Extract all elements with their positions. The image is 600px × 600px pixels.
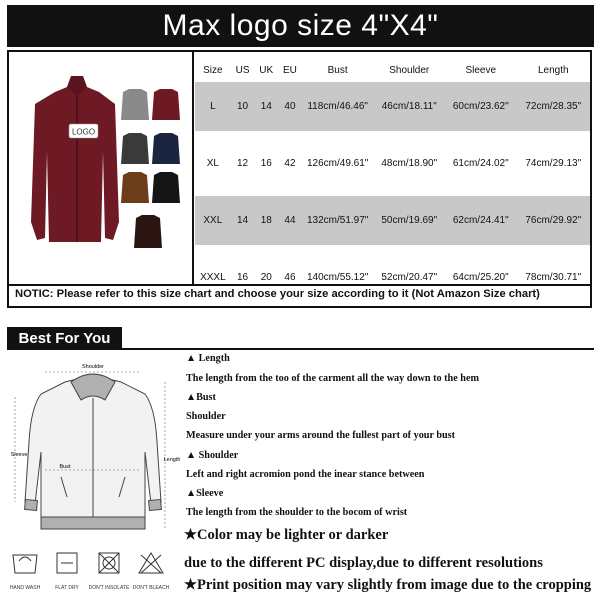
table-cell: XXL	[195, 196, 231, 245]
table-cell: 16	[260, 158, 272, 169]
col-header: Sleeve	[465, 64, 497, 76]
diagram-shoulder-label: Shoulder	[81, 364, 105, 370]
no-bleach-label: DON'T BLEACH	[132, 585, 170, 591]
table-cell: 14	[231, 196, 255, 245]
length-desc: The length from the too of the carment all the way down to the hem	[186, 373, 479, 384]
table-cell: 72cm/28.35"	[517, 82, 591, 131]
note-print: ★Print position may vary slightly from image due to the cropping	[184, 577, 592, 593]
jacket-photos	[9, 52, 191, 284]
shoulder-word: Shoulder	[186, 411, 226, 422]
col-header: US	[235, 64, 250, 76]
col-header: EU	[283, 64, 297, 76]
table-cell: 48cm/18.90"	[381, 158, 438, 169]
diagram-sleeve-label: Sleeve	[10, 452, 28, 458]
length-title: ▲ Length	[186, 353, 230, 364]
table-cell: 44	[278, 196, 302, 245]
divider	[192, 52, 194, 286]
table-cell: 20	[260, 272, 272, 283]
banner-title: Max logo size 4"X4"	[162, 9, 439, 42]
no-insolate-label: DON'T INSOLATE	[88, 585, 130, 591]
table-cell: 61cm/24.02"	[452, 158, 509, 169]
col-header: Bust	[327, 64, 348, 76]
note-display: due to the different PC display,due to different resolutions	[184, 555, 543, 571]
size-table	[195, 58, 590, 302]
shoulder-desc: Left and right acromion pond the inear stance between	[186, 469, 425, 480]
table-cell: L	[195, 82, 231, 131]
table-cell: 46	[284, 272, 296, 283]
table-cell: 52cm/20.47"	[381, 272, 438, 283]
table-cell: 140cm/55.12"	[306, 272, 369, 283]
table-cell: 74cm/29.13"	[525, 158, 582, 169]
table-cell: 126cm/49.61"	[306, 158, 369, 169]
table-cell: 10	[231, 82, 255, 131]
diagram-length-label: Length	[163, 457, 181, 463]
table-header-row	[195, 58, 590, 82]
bust-title: ▲Bust	[186, 392, 216, 403]
no-bleach-icon	[139, 553, 163, 573]
sleeve-desc: The length from the shoulder to the bocom of wrist	[186, 507, 408, 518]
col-header: Shoulder	[389, 64, 430, 76]
flat-dry-label: FLAT DRY	[55, 585, 79, 591]
main-jacket-image	[31, 76, 119, 242]
bust-desc: Measure under your arms around the fullest part of your bust	[186, 430, 456, 441]
col-header: Length	[537, 64, 569, 76]
col-header: UK	[259, 64, 274, 76]
care-icons	[5, 545, 185, 595]
table-cell: 46cm/18.11"	[374, 82, 446, 131]
banner	[7, 5, 594, 47]
notice-text: NOTIC: Please refer to this size chart and choose your size according to it (Not Amazon Size chart)	[15, 288, 540, 300]
best-title: Best For You	[18, 329, 111, 347]
col-header: Size	[203, 64, 223, 76]
divider	[9, 284, 590, 286]
measurement-diagram	[5, 352, 185, 542]
table-cell: 132cm/51.97"	[302, 196, 374, 245]
table-row	[195, 82, 590, 131]
table-cell: 78cm/30.71"	[525, 272, 582, 283]
table-cell: 76cm/29.92"	[517, 196, 591, 245]
product-images	[9, 52, 191, 284]
svg-text:LOGO: LOGO	[71, 127, 96, 137]
sleeve-title: ▲Sleeve	[186, 488, 224, 499]
table-cell: 62cm/24.41"	[445, 196, 517, 245]
diagram-bust-label: Bust	[59, 464, 71, 470]
table-row	[195, 196, 590, 245]
table-cell: XL	[206, 158, 219, 169]
table-cell: 60cm/23.62"	[445, 82, 517, 131]
table-cell: 40	[278, 82, 302, 131]
note-color: ★Color may be lighter or darker	[184, 527, 389, 543]
table-cell: XXXL	[200, 272, 226, 283]
no-insolate-icon	[99, 553, 119, 573]
table-cell: 42	[284, 158, 296, 169]
table-cell: 118cm/46.46"	[302, 82, 374, 131]
table-cell: 18	[254, 196, 278, 245]
table-cell: 12	[236, 158, 249, 169]
divider	[7, 348, 594, 350]
size-chart-frame	[7, 50, 592, 308]
hand-wash-label: HAND WASH	[9, 585, 41, 591]
table-cell: 14	[254, 82, 278, 131]
shoulder-title: ▲ Shoulder	[186, 450, 239, 461]
flat-dry-icon	[57, 553, 77, 573]
table-cell: 16	[236, 272, 249, 283]
table-cell: 64cm/25.20"	[452, 272, 509, 283]
hand-wash-icon	[13, 555, 37, 573]
best-for-you-heading	[7, 327, 122, 349]
table-row	[195, 139, 590, 188]
color-swatches	[121, 89, 180, 248]
table-cell: 50cm/19.69"	[374, 196, 446, 245]
